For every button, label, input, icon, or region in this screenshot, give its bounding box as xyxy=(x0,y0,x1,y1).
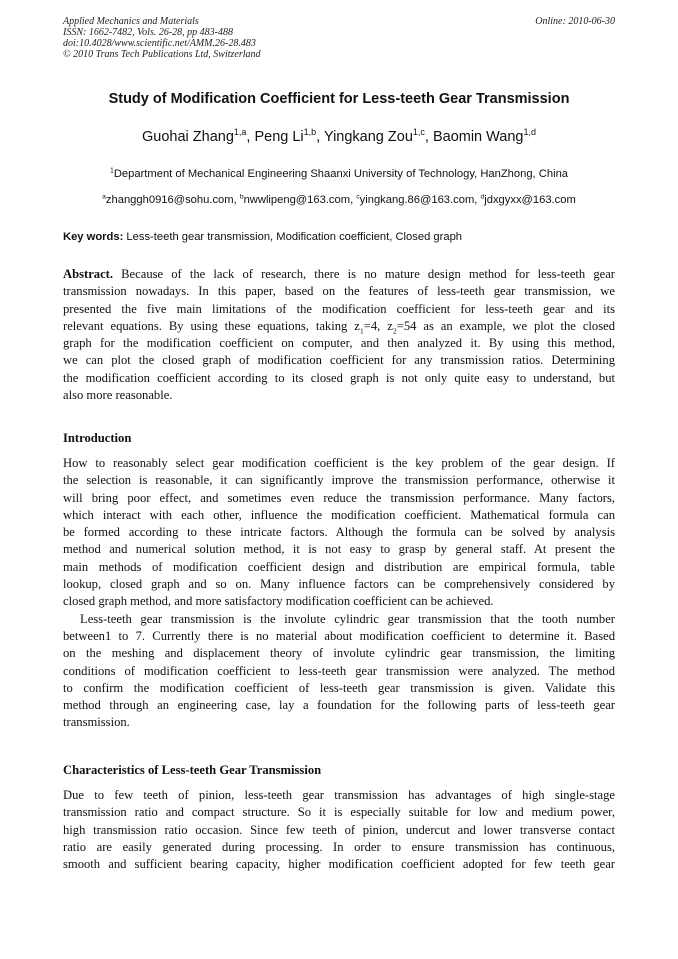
body-line: will bring poor effect, and sometimes even reduce the transmission performance. Many factors, xyxy=(63,490,615,505)
affiliation-text: Department of Mechanical Engineering Shaanxi University of Technology, HanZhong, China xyxy=(113,168,569,180)
body-line: the selection is reasonable, it can significantly improve the transmission performance, otherwise it xyxy=(63,473,615,488)
section-heading-introduction: Introduction xyxy=(63,431,132,445)
body-line: method through an engineering case, lay a foundation for the following parts of less-teeth gear xyxy=(63,698,615,713)
body-line: high transmission ratio occasion. Since few teeth of pinion, undercut and lower transverse contact xyxy=(63,822,615,837)
body-line: be formed according to these intricate factors. Although the formula can be solved by analysis xyxy=(63,525,615,540)
email-sup: b xyxy=(239,193,244,201)
abstract-line: graph for the modification coefficient on computer, and then analyzed it. By using this method, xyxy=(63,336,615,351)
body-line: which interact with each other, influence the modification coefficient. Mathematical formula can xyxy=(63,507,615,522)
section-heading-characteristics: Characteristics of Less-teeth Gear Transmission xyxy=(63,763,322,777)
body-line: transmission ratio and compact structure. So it is especially suitable for low and medium power, xyxy=(63,805,615,820)
abstract-line: transmission nowadays. In this paper, based on the features of less-teeth gear transmission, we xyxy=(63,284,615,299)
abstract-line: Abstract. Because of the lack of research, there is no mature design method for less-teeth gear xyxy=(63,267,616,281)
abstract-label: Abstract. xyxy=(63,267,114,281)
author-sup: 1,b xyxy=(303,127,317,138)
email-sup: d xyxy=(480,193,485,201)
body-line: transmission. xyxy=(63,715,130,730)
body-line: lookup, closed graph and so on. Many influence factors can be comprehensively considered by xyxy=(63,577,615,592)
author-name: Peng Li xyxy=(254,129,304,145)
body-line: How to reasonably select gear modification coefficient is the key problem of the gear design. If xyxy=(63,456,615,470)
journal-header xyxy=(63,16,393,60)
keywords xyxy=(63,231,623,243)
abstract-line: we can plot the closed graph of modification coefficient for any transmission ratios. Determining xyxy=(63,353,615,368)
characteristics-body xyxy=(63,787,615,873)
journal-name: Applied Mechanics and Materials xyxy=(63,16,199,27)
affiliation xyxy=(40,168,638,180)
email-link[interactable]: nwwlipeng@163.com, xyxy=(243,194,354,206)
author-list: Guohai Zhang$^{1,a}$, Peng Li$^{1,b}$, Yingkang Zou$^{1,c}$, Baomin Wang$^{1,d}$ xyxy=(141,127,536,145)
abstract xyxy=(63,266,615,404)
author-sup: 1,d xyxy=(523,127,536,138)
body-line: on the meshing and displacement theory of involute cylindric gear transmission, the limiting xyxy=(63,646,615,661)
journal-issn: ISSN: 1662-7482, Vols. 26-28, pp 483-488 xyxy=(63,27,233,38)
body-line: to confirm the modification coefficient of less-teeth gear transmission is given. Validate this xyxy=(63,680,615,695)
body-line: Due to few teeth of pinion, less-teeth gear transmission has advantages of high single-stage xyxy=(63,788,615,802)
affiliation-sup: 1 xyxy=(109,167,114,175)
paper-title: Study of Modification Coefficient for Less-teeth Gear Transmission xyxy=(108,91,570,107)
email-sup: c xyxy=(356,193,360,201)
author-sup: 1,a xyxy=(233,127,247,138)
abstract-line: relevant equations. By using these equations, taking $z_1=4$, $z_2=54$ as an example, we plot the closed xyxy=(63,318,615,336)
body-line: conditions of modification coefficient to less-teeth gear transmission were analyzed. The method xyxy=(63,663,615,678)
body-line: ratio are easily generated during processing. In order to ensure transmission has continuous, xyxy=(63,839,615,854)
email-link[interactable]: jdxgyxx@163.com xyxy=(484,194,576,206)
online-date: Online: 2010-06-30 xyxy=(535,16,615,27)
introduction-body xyxy=(63,455,615,732)
author-name: Baomin Wang xyxy=(432,129,524,145)
journal-copyright: © 2010 Trans Tech Publications Ltd, Switzerland xyxy=(63,49,261,60)
body-line: closed graph method, and more satisfactory modification coefficient can be achieved. xyxy=(63,594,494,609)
keywords-label: Key words: xyxy=(63,231,124,243)
email-sup: a xyxy=(102,193,106,201)
body-line: Less-teeth gear transmission is the involute cylindric gear transmission that the tooth number xyxy=(80,611,615,626)
body-line: main methods of modification coefficient design and distribution are empirical formula, table xyxy=(63,559,615,574)
abstract-line: presented the five main limitations of the modification coefficient for less-teeth gear and its xyxy=(63,301,615,316)
keywords-text: Less-teeth gear transmission, Modification coefficient, Closed graph xyxy=(126,231,463,243)
email-list xyxy=(40,194,638,206)
author-name: Yingkang Zou xyxy=(323,129,413,145)
journal-doi: doi:10.4028/www.scientific.net/AMM.26-28.483 xyxy=(63,38,256,49)
email-link[interactable]: zhanggh0916@sohu.com, xyxy=(105,194,237,206)
body-line: smooth and sufficient bearing capacity, higher modification coefficient adopted for few teeth gear xyxy=(63,857,615,872)
email-link[interactable]: yingkang.86@163.com, xyxy=(359,194,478,206)
abstract-line: also more reasonable. xyxy=(63,388,173,403)
author-name: Guohai Zhang xyxy=(141,129,234,145)
author-sup: 1,c xyxy=(412,127,425,138)
abstract-line: the modification coefficient according to its closed graph is not only quite easy to understand, but xyxy=(63,370,615,385)
body-line: method and numerical solution method, it is not easy to grasp by general staff. At present the xyxy=(63,542,615,557)
body-line: between1 to 7. Currently there is no material about modification coefficient to determine it. Based xyxy=(63,628,615,643)
